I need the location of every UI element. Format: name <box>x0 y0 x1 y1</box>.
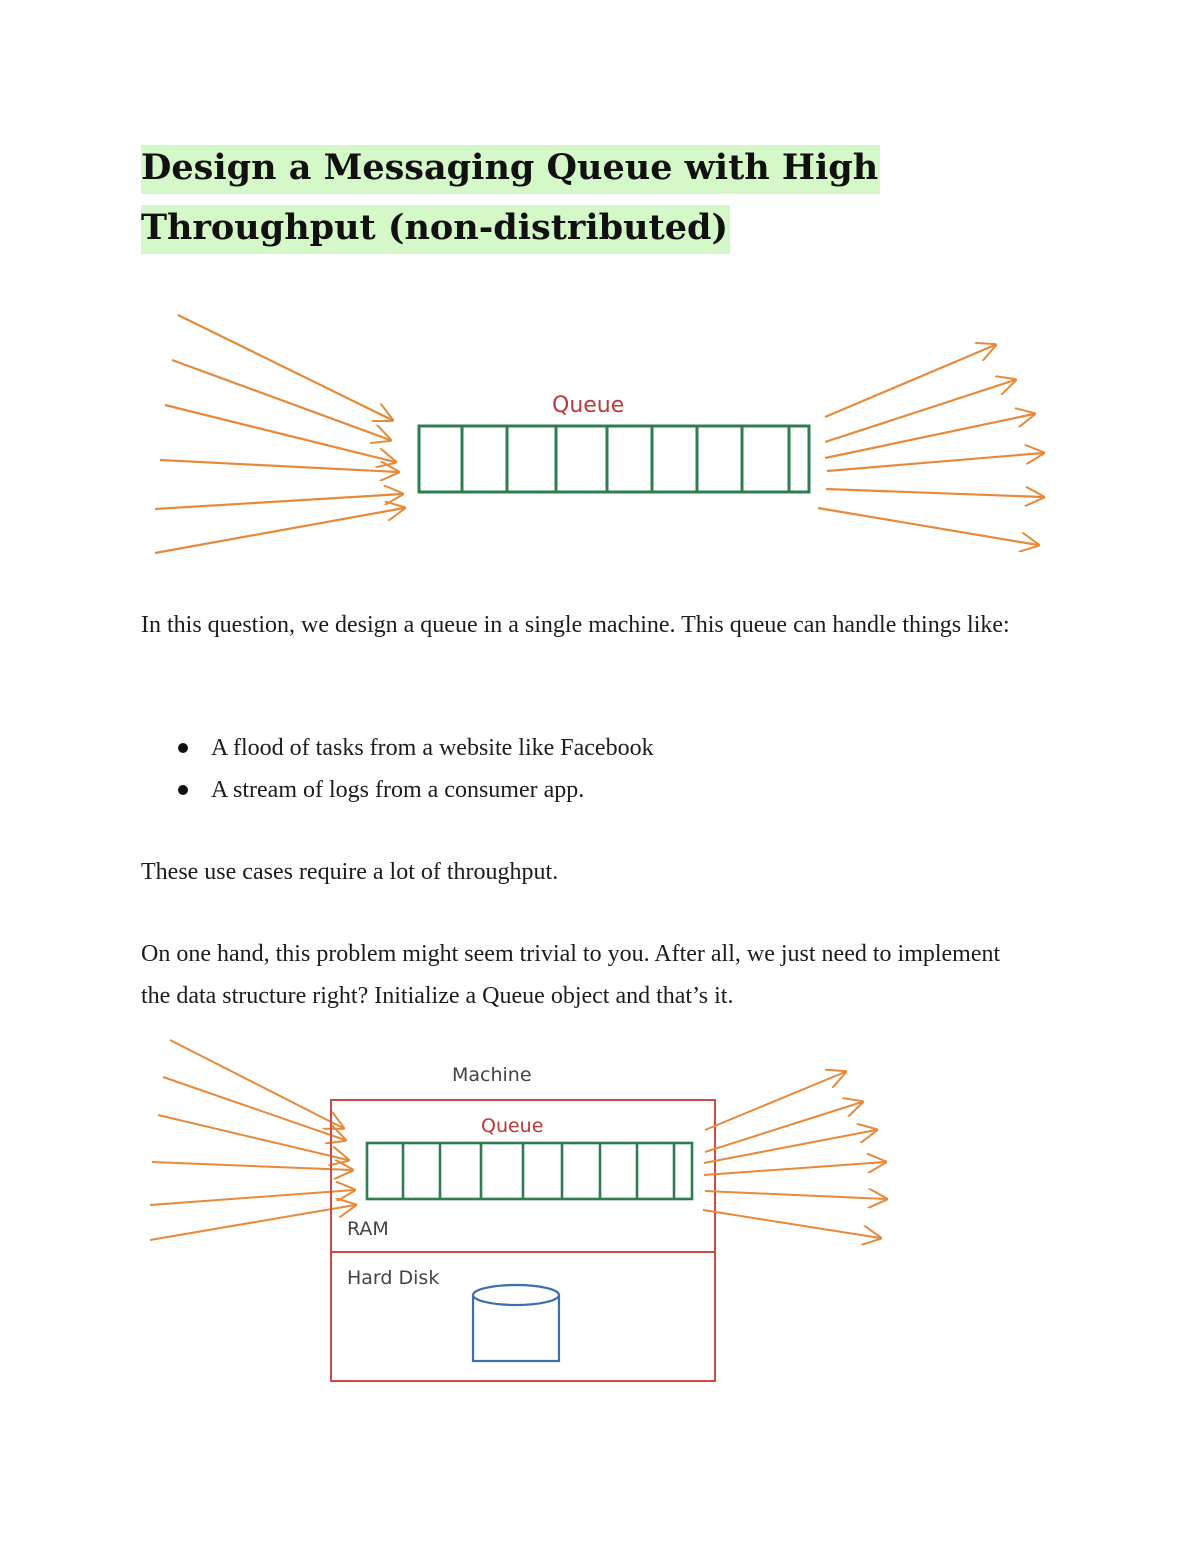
machine-outgoing-arrows <box>703 1072 886 1238</box>
list-item-text: A flood of tasks from a website like Facebook <box>211 735 654 761</box>
machine-incoming-arrows <box>150 1040 355 1240</box>
disk-cylinder-icon <box>473 1285 559 1361</box>
machine-queue-box <box>367 1143 692 1199</box>
queue-label: Queue <box>552 393 625 418</box>
machine-diagram <box>150 1040 886 1381</box>
queue-box <box>419 426 809 492</box>
list-item <box>141 769 654 811</box>
machine-queue-label: Queue <box>481 1115 544 1137</box>
page-title <box>141 138 1001 258</box>
title-text: Design a Messaging Queue with High Throughput (non-distributed) <box>141 145 880 254</box>
bullet-icon <box>178 743 188 753</box>
incoming-arrows <box>155 315 404 553</box>
machine-box <box>331 1100 715 1381</box>
trivial-paragraph: On one hand, this problem might seem trivial to you. After all, we just need to implement the data structure right? Initialize a Queue object and that’s it. <box>141 941 1001 1009</box>
outgoing-arrows <box>818 345 1043 545</box>
machine-label: Machine <box>452 1064 532 1086</box>
hard-disk-label: Hard Disk <box>347 1267 440 1289</box>
intro-paragraph: In this question, we design a queue in a single machine. This queue can handle things like: <box>141 612 1010 638</box>
use-case-list <box>141 727 654 811</box>
list-item-text: A stream of logs from a consumer app. <box>211 777 585 803</box>
list-item <box>141 727 654 769</box>
ram-label: RAM <box>347 1218 389 1240</box>
throughput-paragraph: These use cases require a lot of throughput. <box>141 859 559 885</box>
bullet-icon <box>178 785 188 795</box>
